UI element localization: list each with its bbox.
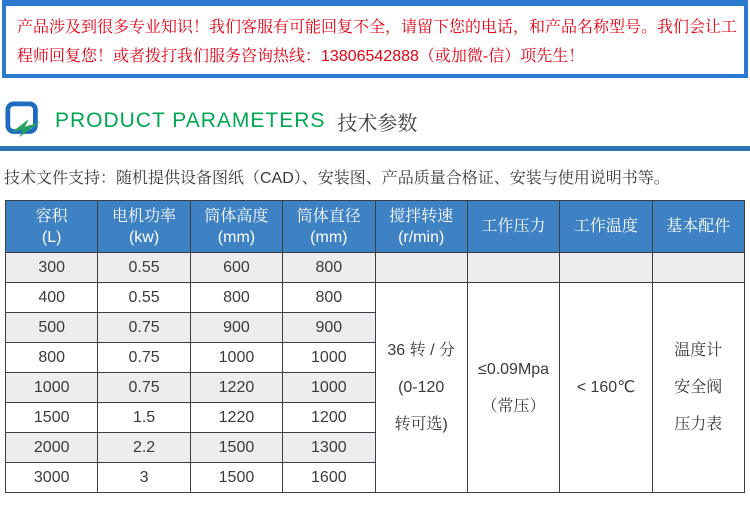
cell: 1000 [190,343,282,373]
section-divider [0,146,750,151]
col-header-motor-power: 电机功率 (kw) [98,201,190,253]
col-header-stir-speed: 搅拌转速 (r/min) [375,201,467,253]
notice-box [2,0,748,78]
cell: 3000 [6,463,98,493]
notice-line-2: 程师回复您！或者拨打我们服务咨询热线：13806542888（或加微-信）项先生！ [17,48,585,65]
section-header [0,99,750,143]
section-title-zh: 技术参数 [337,112,418,135]
col-header-barrel-diameter: 筒体直径 (mm) [283,201,375,253]
cell: 800 [190,283,282,313]
cell: 1500 [6,403,98,433]
cell: 0.55 [98,253,190,283]
header-row [6,201,745,253]
cell: 1200 [283,403,375,433]
cell: 900 [190,313,282,343]
cell: 2000 [6,433,98,463]
cell: 0.75 [98,373,190,403]
table-row [6,283,745,313]
col-header-accessories: 基本配件 [652,201,744,253]
merged-cell-working-temperature: < 160℃ [560,283,652,493]
cell: 900 [283,313,375,343]
cell: 1000 [283,343,375,373]
empty-cell [375,253,467,283]
parameters-table [5,200,745,493]
merged-cell-working-pressure: ≤0.09Mpa （常压） [467,283,559,493]
cell: 800 [283,283,375,313]
cell: 500 [6,313,98,343]
merged-cell-stir-speed: 36 转 / 分 (0-120 转可选) [375,283,467,493]
cell: 1000 [6,373,98,403]
col-header-barrel-height: 筒体高度 (mm) [190,201,282,253]
empty-cell [467,253,559,283]
cell: 1220 [190,403,282,433]
col-header-capacity: 容积 (L) [6,201,98,253]
cell: 1500 [190,433,282,463]
empty-cell [652,253,744,283]
product-parameters-icon [5,100,43,142]
cell: 0.55 [98,283,190,313]
cell: 800 [283,253,375,283]
cell: 3 [98,463,190,493]
cell: 400 [6,283,98,313]
notice-line-1: 产品涉及到很多专业知识！我们客服有可能回复不全，请留下您的电话，和产品名称型号。我们会让工 [17,19,738,36]
docs-note: 技术文件支持：随机提供设备图纸（CAD）、安装图、产品质量合格证、安装与使用说明书等。 [4,170,670,187]
cell: 1220 [190,373,282,403]
cell: 1.5 [98,403,190,433]
cell: 1600 [283,463,375,493]
cell: 0.75 [98,343,190,373]
cell: 1300 [283,433,375,463]
cell: 1500 [190,463,282,493]
col-header-working-temperature: 工作温度 [560,201,652,253]
cell: 2.2 [98,433,190,463]
merged-cell-accessories: 温度计 安全阀 压力表 [652,283,744,493]
table-row [6,253,745,283]
section-title-en: PRODUCT PARAMETERS [55,109,326,132]
cell: 300 [6,253,98,283]
cell: 800 [6,343,98,373]
cell: 1000 [283,373,375,403]
col-header-working-pressure: 工作压力 [467,201,559,253]
cell: 600 [190,253,282,283]
cell: 0.75 [98,313,190,343]
empty-cell [560,253,652,283]
